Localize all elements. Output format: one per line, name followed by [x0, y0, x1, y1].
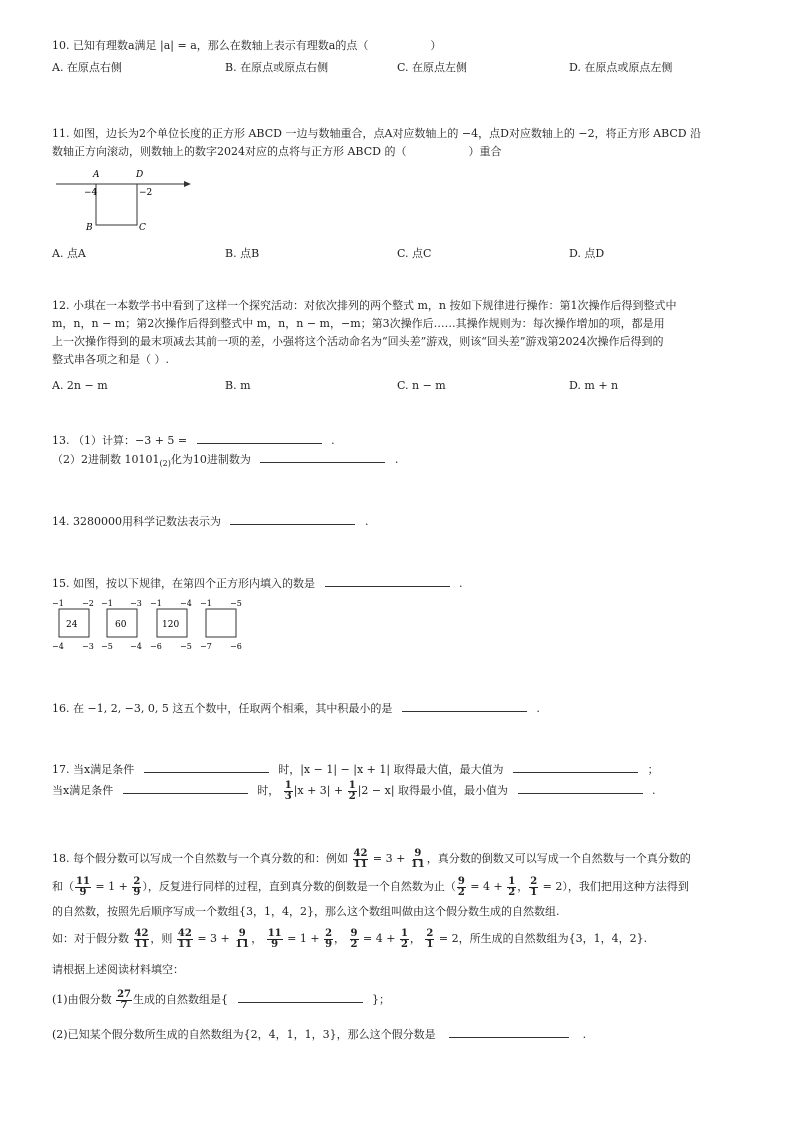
sq3-center: 120	[162, 620, 180, 630]
q18-line6	[52, 989, 390, 1011]
q16-end: .	[536, 702, 540, 715]
frac-den: 1	[426, 938, 434, 950]
frac-one-half	[348, 781, 357, 802]
sq2-center: 60	[115, 620, 127, 630]
frac-num: 42	[134, 927, 149, 939]
sq1-tl: −1	[52, 599, 64, 608]
q15-line	[52, 575, 463, 592]
q11-figure	[52, 168, 197, 236]
q13-line2-c: .	[394, 453, 399, 466]
sq4-tr: −5	[230, 599, 242, 608]
frac-num: 9	[457, 875, 465, 887]
frac-den: 9	[271, 938, 279, 950]
sq4-tl: −1	[200, 599, 212, 608]
label-a: A	[93, 170, 100, 180]
frac-42-11	[134, 929, 150, 950]
q14-line	[52, 513, 368, 530]
sq2-tl: −1	[101, 599, 113, 608]
q18-l2-c: ），反复进行同样的过程，直到真分数的倒数是一个自然数为止（	[142, 880, 456, 893]
sq3-bl: −6	[150, 642, 162, 651]
sq2-tr: −3	[130, 599, 142, 608]
q18-l2-a: 和（	[52, 880, 74, 893]
frac-2-9	[324, 929, 333, 950]
q18-line1	[52, 848, 691, 870]
q18-l4-i: = 2，所生成的自然数组为{3，1，4，2}.	[438, 932, 648, 945]
frac-den: 9	[133, 886, 141, 898]
q14-blank[interactable]	[230, 513, 355, 525]
q18-l4-f: ，	[334, 932, 346, 945]
frac-den: 11	[235, 938, 250, 950]
frac-den: 2	[400, 938, 408, 950]
sq1-tr: −2	[82, 599, 94, 608]
q10-answer-blank[interactable]	[368, 38, 430, 49]
q17-l1-b: 时，|x − 1| − |x + 1| 取得最大值，最大值为	[278, 763, 504, 776]
label-d: D	[136, 170, 144, 180]
q10-stem-text: 10. 已知有理数a满足 |a| = a，那么在数轴上表示有理数a的点（	[52, 39, 369, 52]
q18-l4-a: 如：对于假分数	[52, 932, 129, 945]
q11-option-c[interactable]: C. 点C	[397, 247, 432, 260]
frac-9-2	[350, 929, 359, 950]
q15-figure	[52, 596, 252, 652]
q17-blank-4[interactable]	[518, 782, 643, 794]
q15-blank[interactable]	[325, 575, 450, 587]
frac-den: 7	[120, 999, 128, 1011]
frac-den: 1	[530, 886, 538, 898]
frac-den: 11	[134, 938, 149, 950]
frac-9-11	[410, 849, 426, 870]
square-group-3	[150, 599, 192, 651]
q18-l7-b: .	[582, 1028, 587, 1041]
q17-line1	[52, 761, 659, 778]
frac-num: 42	[177, 927, 192, 939]
q13-line1-a: 13. （1）计算：−3 + 5 =	[52, 434, 188, 447]
q15-text: 15. 如图，按以下规律，在第四个正方形内填入的数是	[52, 577, 315, 590]
frac-num: 9	[350, 927, 358, 939]
label-neg2: −2	[139, 188, 153, 198]
sq2-bl: −5	[101, 642, 113, 651]
q18-line7	[52, 1026, 586, 1043]
q11-option-b[interactable]: B. 点B	[225, 247, 260, 260]
q12-option-b[interactable]: B. m	[225, 379, 251, 392]
frac-1-2	[507, 877, 516, 898]
frac-den: 2	[348, 790, 356, 802]
q12-option-a[interactable]: A. 2n − m	[52, 379, 108, 392]
q11-answer-blank[interactable]	[406, 144, 468, 155]
sq3-br: −5	[180, 642, 192, 651]
q11-line2-b: ）重合	[468, 145, 502, 158]
frac-num: 9	[238, 927, 246, 939]
q13-line1	[52, 432, 335, 449]
sq4-br: −6	[230, 642, 242, 651]
q12-line1: 12. 小琪在一本数学书中看到了这样一个探究活动：对依次排列的两个整式 m，n 按如下规律进行操作：第1次操作后得到整式中	[52, 299, 677, 312]
square-group-2	[101, 599, 142, 651]
q18-line5: 请根据上述阅读材料填空：	[52, 963, 184, 976]
frac-den: 9	[325, 938, 333, 950]
frac-den: 11	[353, 858, 368, 870]
q18-l7-a: (2)已知某个假分数所生成的自然数组为{2，4，1，1，3}，那么这个假分数是	[52, 1028, 436, 1041]
frac-den: 3	[284, 790, 292, 802]
q17-blank-2[interactable]	[513, 761, 638, 773]
q17-l1-a: 17. 当x满足条件	[52, 763, 135, 776]
q12-option-d[interactable]: D. m + n	[569, 379, 619, 392]
q18-l1-c: ，真分数的倒数又可以写成一个自然数与一个真分数的	[426, 852, 691, 865]
frac-den: 2	[508, 886, 516, 898]
q10-option-b[interactable]: B. 在原点或原点右侧	[225, 61, 329, 74]
q12-option-c[interactable]: C. n − m	[397, 379, 446, 392]
sq4-bl: −7	[200, 642, 212, 651]
q18-blank-1[interactable]	[238, 991, 363, 1003]
q18-l2-d: = 4 +	[470, 880, 503, 893]
frac-9-2	[457, 877, 466, 898]
sq1-center: 24	[66, 620, 78, 630]
q18-l4-d: ，	[251, 932, 263, 945]
frac-num: 2	[133, 875, 141, 887]
frac-num: 1	[284, 779, 292, 791]
square-group-1	[52, 599, 94, 651]
q17-l2-b: 时，	[257, 784, 280, 797]
q18-l4-b: ，则	[150, 932, 173, 945]
frac-one-third	[284, 781, 293, 802]
frac-2-9	[132, 877, 141, 898]
q18-l1-b: = 3 +	[372, 852, 406, 865]
q12-line4: 整式串各项之和是（ ）.	[52, 353, 169, 366]
q11-line1: 11. 如图，边长为2个单位长度的正方形 ABCD 一边与数轴重合，点A对应数轴上的 −4，点D对应数轴上的 −2，将正方形 ABCD 沿	[52, 127, 702, 140]
frac-den: 2	[350, 938, 358, 950]
q17-l2-mid: |x + 3| +	[293, 784, 344, 797]
frac-num: 11	[76, 875, 90, 887]
q15-end: .	[459, 577, 463, 590]
frac-num: 9	[414, 847, 422, 859]
frac-num: 1	[400, 927, 408, 939]
frac-den: 2	[457, 886, 465, 898]
frac-num: 2	[426, 927, 434, 939]
frac-42-11	[177, 929, 193, 950]
q17-l2-d: .	[652, 784, 656, 797]
frac-den: 11	[410, 858, 425, 870]
sq1-br: −3	[82, 642, 94, 651]
frac-11-9	[267, 929, 283, 950]
q18-line2	[52, 876, 689, 898]
q18-l1-a: 18. 每个假分数可以写成一个自然数与一个真分数的和：例如	[52, 852, 348, 865]
q14-end: .	[364, 515, 369, 528]
q11-line2-a: 数轴正方向滚动，则数轴上的数字2024对应的点将与正方形 ABCD 的（	[52, 145, 407, 158]
frac-num: 2	[530, 875, 538, 887]
q12-line2: m，n，n − m；第2次操作后得到整式中 m，n，n − m，−m；第3次操作后……其操作规则为：每次操作增加的项，都是用	[52, 317, 665, 330]
q17-l2-c: |2 − x| 取得最小值，最小值为	[357, 784, 509, 797]
q14-text: 14. 3280000用科学记数法表示为	[52, 515, 221, 528]
q18-l2-f: = 2），我们把用这种方法得到	[542, 880, 689, 893]
q11-option-d[interactable]: D. 点D	[569, 247, 605, 260]
q10-option-a[interactable]: A. 在原点右侧	[52, 61, 122, 74]
sq3-tr: −4	[180, 599, 192, 608]
q13-base-sub: (2)	[159, 459, 171, 469]
frac-den: 11	[177, 938, 192, 950]
q18-l6-a: (1)由假分数	[52, 993, 112, 1006]
q18-l2-b: = 1 +	[95, 880, 128, 893]
q18-blank-2[interactable]	[449, 1026, 569, 1038]
frac-9-11	[234, 929, 250, 950]
square-4[interactable]	[206, 609, 236, 637]
q17-line2	[52, 780, 656, 802]
q18-line4	[52, 928, 647, 950]
q18-l4-h: ，	[409, 932, 421, 945]
q13-blank-2[interactable]	[260, 451, 385, 463]
q13-blank-1[interactable]	[197, 432, 322, 444]
q12-line3: 上一次操作得到的最末项减去其前一项的差，小强将这个活动命名为“回头差”游戏，则该“回头差”游戏第2024次操作后得到的	[52, 335, 664, 348]
q11-line2	[52, 144, 501, 160]
square-group-4	[200, 599, 242, 651]
q17-blank-1[interactable]	[144, 761, 269, 773]
frac-2-1	[529, 877, 538, 898]
q18-l6-c: }；	[372, 993, 391, 1006]
q18-l2-e: ，	[517, 880, 529, 893]
q18-l4-c: = 3 +	[197, 932, 230, 945]
q13-line2-a: （2）2进制数 10101	[52, 453, 160, 466]
q13-line2-b: 化为10进制数为	[170, 453, 251, 466]
q11-option-a[interactable]: A. 点A	[52, 247, 86, 260]
frac-num: 11	[267, 927, 282, 939]
label-b: B	[86, 223, 93, 233]
q10-close: ）	[430, 39, 442, 52]
frac-11-9	[75, 877, 91, 898]
sq1-bl: −4	[52, 642, 64, 651]
square-abcd	[96, 184, 137, 225]
frac-num: 1	[348, 779, 356, 791]
label-neg4: −4	[84, 188, 98, 198]
sq2-br: −4	[130, 642, 142, 651]
q10-option-d[interactable]: D. 在原点或原点左侧	[569, 61, 673, 74]
q18-l4-e: = 1 +	[287, 932, 320, 945]
frac-num: 27	[117, 988, 132, 1000]
q10-stem	[52, 38, 441, 54]
q17-l2-a: 当x满足条件	[52, 784, 114, 797]
frac-num: 2	[325, 927, 333, 939]
q16-blank[interactable]	[402, 700, 527, 712]
q18-l6-b: 生成的自然数组是{	[133, 993, 229, 1006]
label-c: C	[139, 223, 146, 233]
frac-42-11	[353, 849, 369, 870]
q16-line	[52, 700, 540, 717]
q16-text: 16. 在 −1, 2, −3, 0, 5 这五个数中，任取两个相乘，其中积最小的是	[52, 702, 393, 715]
frac-1-2	[400, 929, 409, 950]
q13-line1-b: .	[331, 434, 335, 447]
q17-blank-3[interactable]	[123, 782, 248, 794]
q18-l4-g: = 4 +	[363, 932, 396, 945]
frac-27-7	[116, 990, 132, 1011]
frac-2-1	[425, 929, 434, 950]
frac-den: 9	[79, 886, 87, 898]
q18-line3: 的自然数，按照先后顺序写成一个数组{3，1，4，2}，那么这个数组叫做由这个假分数生成的自然数组.	[52, 905, 560, 918]
frac-num: 42	[353, 847, 368, 859]
number-line-arrow	[184, 181, 191, 187]
q17-l1-c: ；	[647, 763, 659, 776]
q10-option-c[interactable]: C. 在原点左侧	[397, 61, 468, 74]
sq3-tl: −1	[150, 599, 162, 608]
frac-num: 1	[508, 875, 516, 887]
q13-line2	[52, 451, 398, 472]
